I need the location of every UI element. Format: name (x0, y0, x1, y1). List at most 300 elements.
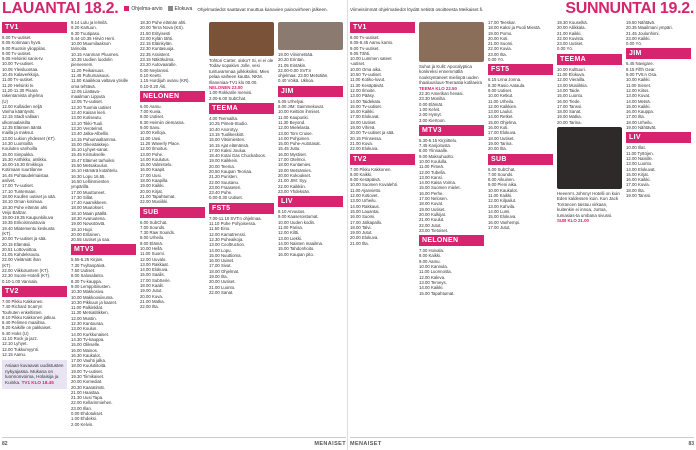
program-line: 13.00 Kansi. (419, 174, 443, 180)
program-line: 15.00 Kaikki. (626, 103, 651, 109)
program-line: 20.00 Kuva. (140, 293, 163, 299)
schedule-column (278, 20, 343, 438)
schedule-column (350, 20, 415, 438)
program-line: 15.00 Olikselle. (71, 342, 101, 348)
program-line: 15.00 Luonto. (557, 93, 584, 99)
program-line: (KT). (2, 262, 12, 268)
program-line: 18.30 Puhe elämän ahti (2, 204, 48, 210)
highlight-text (5, 363, 64, 385)
program-line: 16.00 Vanhempi. (488, 219, 521, 225)
program-line: 0.40 Vöikä. Ukkoa. (278, 78, 315, 84)
program-line: 16.00 Mainos. (71, 347, 98, 353)
program-line: 12.00 Kotiovet. (350, 193, 379, 199)
program-line: 18.00 Kuulutiitoitä. (71, 363, 107, 369)
program-line: 7.45 Kanjoitusta. (419, 143, 452, 149)
channel-header: TV2 (2, 286, 67, 297)
program-line: 19.00 Jutut. (350, 230, 373, 236)
program-line: 13.00 Liekki. (278, 235, 303, 241)
program-line: 11.20 Peikaisuus. (71, 67, 105, 73)
program-line: 10.00 Hellä. (140, 245, 163, 251)
program-line: 19.00 Nähtävät. (626, 125, 657, 131)
program-line: 16.00 Mystiset. (278, 151, 307, 157)
schedule-column (419, 20, 484, 438)
program-line: tarinoita. (71, 46, 88, 52)
program-line: 21.00 Kuva. (350, 140, 373, 146)
caption-time: SUB KLO 21.00 (557, 218, 589, 224)
program-line: 19.00 Uutiset. (419, 206, 446, 212)
program-line: 21.00 Ilta. (350, 240, 369, 246)
page-number: 83 (688, 441, 694, 447)
program-line: 12.00 Kullaiden neljä (2, 103, 42, 109)
program-line: 8.00 Urheilu. (140, 235, 165, 241)
program-line: 9.00 TV5:n Osa. (626, 72, 658, 78)
program-line: 6.15 Lnna Jonna. (488, 77, 522, 83)
program-line: 8.00 Salosalanto. (71, 273, 105, 279)
program-line: 18.00 Kaalit. (140, 283, 164, 289)
program-line: 14.00 Koulutus. (140, 156, 170, 162)
program-line: 14.00 Lumi. (488, 208, 511, 214)
program-line: 8.15 Fifth Gear. (626, 66, 656, 72)
program-line: 18.10 Oman kotimaa. (2, 199, 44, 205)
program-line: 17.00 SubSerie. (140, 277, 171, 283)
channel-header: NELONEN (419, 235, 484, 246)
program-line: 17.40 Aaamikkeen. (71, 200, 108, 206)
program-line: 7.00 Pikku Kakkonen. (350, 166, 392, 172)
channel-header: FST5 (209, 203, 274, 214)
program-line: 12.00 Naisille. (626, 155, 653, 161)
program-line: 20.00 Kokoukset. (278, 172, 312, 178)
program-line: 18.00 Urheilu. (626, 119, 653, 125)
program-line: 20.00 Kulkijat. (419, 211, 446, 217)
program-line: 17.10 Tuntemaan. (2, 188, 37, 194)
program-line: 2.00-6.00 SubChat. (209, 95, 247, 101)
program-line: 10.00 Muumilaakson (71, 41, 111, 47)
program-line: 16.10 Hämärä kotahtelu. (71, 168, 119, 174)
program-line: 13.00 Tom Cruise. (278, 130, 313, 136)
program-line: 19.00 Kaikki. (140, 183, 165, 189)
program-line: 17.00 Elokuva. (488, 130, 517, 136)
program-line: 11.00 Palkinkilat. (71, 305, 104, 311)
program-line: 7.00 Sounds. (140, 224, 166, 230)
program-line: 15.00 Suomen mielet. (419, 185, 461, 191)
highlight-time: TV1 KLO 18.45 (21, 380, 54, 385)
program-line: 0.00-0.30 Uutiset. (209, 195, 243, 201)
program-line: 20.00 Terra Nova (KS). (140, 25, 184, 31)
program-line: 12.00 Kilpailut. (488, 198, 517, 204)
program-line: 11.00 Sienet. (626, 82, 652, 88)
program-line: 16.00 Kauppa. (626, 109, 654, 115)
program-line: 10.00 Koululla. (419, 159, 448, 164)
program-line: 18.00 Uutiset. (488, 135, 515, 141)
program-line: 20.00 Ailikkala. (557, 25, 586, 31)
program-line: 9.14 Lulu ja lelmilä. (71, 20, 108, 25)
program-line: 16.00 Koti. (488, 125, 509, 131)
program-line: 14.00 Elokuvat. (626, 166, 656, 172)
program-line: 3.00 Kiertoon. (419, 117, 446, 123)
program-line: 7.00 Sounds. (488, 171, 514, 177)
program-line: 12.00 Tukkumyynti. (2, 346, 40, 352)
program-line: 9.05 Tähti. (350, 50, 371, 56)
photo-caption (419, 64, 484, 91)
program-line: 2.00 Hymyt. (419, 112, 442, 118)
program-line: 11.50 Eino. (209, 226, 231, 232)
program-line: 13.00 Luonto. (626, 161, 653, 167)
program-line: 22.00 Kellarinmiehen. (71, 400, 113, 406)
program-line: 22.30 Suomi-Hotelli (KT). (2, 273, 51, 279)
program-line: 10.00 Tv-uutiset. (2, 61, 34, 67)
program-line: 1.00 Ehdeksi. (71, 416, 98, 422)
program-photo (419, 22, 484, 62)
highlight-body: Asiaan kuvaavat uudistusten nykyajassa. Mukana on luonnonvoima, Holaisija ja Kuinka. (5, 363, 64, 385)
program-line: 14.15 Puhumaaltamma. (71, 136, 117, 142)
program-line: 23.30 Monilta. (419, 96, 446, 102)
program-line: 15.45 Juttu. (278, 146, 301, 152)
program-line: 11.00 Urheilu. (488, 98, 515, 104)
program-line: 17.00 Muuttuneet. (71, 189, 106, 195)
program-line: 8.00 Kaikki. (419, 253, 442, 259)
program-line: 9.00 Savu. (140, 125, 161, 131)
program-line: 19.50 Nähtävä. (626, 20, 656, 25)
program-line: 15.00 Lauantai. (350, 208, 380, 214)
program-line: 20.00 Tv-uutiset ja sää. (350, 130, 395, 136)
program-line: 20.00 Teema. (209, 163, 235, 169)
program-line: 9.05 Helsinki sanis-tv. (2, 56, 44, 62)
program-line: 23.00 Illan. (71, 405, 93, 411)
program-line: 11.50 Kaaikkoa valtava ytisille (71, 78, 129, 84)
program-line: 9.00 Uutiset. (488, 87, 513, 93)
program-line: 21.00 Haastaa. (71, 389, 101, 395)
program-line: 23.15 Näkökulma. (140, 57, 175, 63)
channel-header: TEEMA (209, 103, 274, 114)
program-line: 22.00 Jutut. (419, 222, 442, 228)
program-line: 20.20 Erintan. (278, 57, 305, 63)
program-line: 15.00 Puhe-Autotasat. (278, 141, 321, 147)
program-line: 17.00 Otelmoi. (278, 157, 306, 163)
program-line: 11.00 Luonnosta. (419, 269, 452, 275)
program-line: 10.50 Tv-uutiset. (350, 72, 382, 78)
program-line: 18.00 Uutiset. (350, 119, 377, 125)
program-line: oma tehtävä. (71, 83, 96, 89)
program-line: 13.20 Verotelmit. (71, 125, 104, 131)
program-line: 19.00 Vihreä. (350, 125, 376, 131)
program-line: 23.00 Fraaseteri. (209, 184, 242, 190)
program-line: 16.00 Tiede. (557, 98, 581, 104)
spine-divider (347, 0, 348, 450)
program-line: 11.00 Kotiko-luvut. (350, 77, 386, 83)
program-line: 18.00 Muutokset. (71, 205, 104, 211)
program-line: 12.00 Kaleva. (419, 274, 446, 280)
schedule-column (71, 20, 136, 438)
program-line: 9.00 Kaaseroistumat. (278, 214, 319, 220)
program-line: 11.10 Rock ja jazz. (2, 336, 38, 342)
program-line: 6.00 Aamu. (140, 103, 162, 109)
program-line: 18.00 Talvi. (350, 224, 372, 230)
program-line: 14.00 Kaikki. (419, 285, 444, 291)
program-line: 0.10-1.00 Vannala. (2, 278, 38, 284)
program-line: 18.00 Ilta. (626, 187, 645, 193)
program-line: 20.00 Elokuva. (350, 235, 379, 241)
program-line: 19.00 Viinimetsää. (278, 52, 314, 57)
program-line: 10.00 Kannula. (419, 264, 448, 270)
program-line: 12.20 Tuomia uutiset (71, 104, 111, 110)
program-line: 18.00 Kuullen uutiset ja sää. (2, 193, 56, 199)
program-line: 10.00 Kelloja. (140, 130, 167, 136)
program-line: 13.00 Kotiseutu. (71, 115, 103, 121)
program-line: 10.35 Uudien luodolin (71, 57, 113, 63)
channel-header: MTV3 (71, 244, 136, 255)
program-line: Touhuten enkeltisten. (2, 309, 43, 315)
right-page (350, 0, 694, 450)
program-line: 16.00 Suomi. (350, 214, 376, 220)
program-line: 15.00 Oikeistakkejo. (71, 141, 110, 147)
program-line: rakentamista ohjelma (2, 93, 43, 99)
program-line: 19.00 Pomo. (488, 30, 513, 36)
program-line: 8.00 Uutiset. (140, 114, 165, 120)
program-line: 19.00 Metsämies. (278, 167, 312, 173)
program-line: 11.00 Ajanvietto. (350, 187, 382, 193)
magazine-name: MENAISET (314, 441, 346, 447)
program-line: 9.00 Lemppitiirusten. (71, 283, 111, 289)
program-line: 19.00 Tv-uutiset. (71, 368, 103, 374)
program-line: 20.15 Prinsessa. (350, 135, 383, 141)
program-line: 15.00 Elokuva. (488, 214, 517, 220)
program-line: 20.55 Uutiset ja saa. (71, 237, 111, 243)
program-line: Kotimaan suurtilanne (2, 167, 43, 173)
program-line: 21.00 Matka. (140, 298, 165, 304)
program-line: 14.00 Rakkaus. (350, 203, 380, 209)
magazine-name: MENAISET (350, 441, 382, 447)
program-line: 15.47 Eläimet tarhoiksi (71, 157, 115, 163)
program-line: 20.00 Ilta. (488, 146, 507, 152)
program-line: 15.00 Valmistelu. (140, 162, 173, 168)
program-line: 16.00-16.30 Ilmikkoja (2, 162, 43, 168)
program-line: 10.15 Aranman Pluumes. (71, 51, 120, 57)
program-line: 9.30 Tuutipasu. (71, 30, 101, 36)
program-line: 22.00 Musiikki. (140, 199, 169, 205)
program-line: 15.00 Tahdonhoito. (278, 246, 315, 252)
left-header (2, 0, 346, 18)
schedule-column (2, 20, 67, 438)
program-line: 21.00 Kuulut. (419, 217, 445, 223)
program-line: 21.00 JIM: Syy. (278, 178, 308, 184)
program-line: 12.05 Tv-uutiset. (71, 99, 103, 105)
program-line: 14.00 Kaisa Voima. (419, 180, 457, 186)
program-line: 18.10 Maan päällä. (71, 210, 108, 216)
program-line: 18.00 Kuntamies. (278, 162, 312, 168)
program-line: 18.30 Avaruutena. (71, 215, 106, 221)
program-line: 17.00 Vauhti jalka. (71, 358, 107, 364)
channel-header: MTV3 (419, 125, 484, 136)
program-line: 12.00 Kiltti. (278, 230, 300, 236)
program-line: 14.00 Taidekatu. (350, 98, 382, 104)
program-line: 8.00 Kaikki. (350, 171, 373, 177)
program-line: 15.00 Saalis. (140, 272, 165, 278)
program-line: 22.00-0.00 SVT:n (278, 67, 312, 73)
program-line: 21.20 Puristen. (209, 174, 238, 180)
program-line: 10.05 Yleisluontaa. (2, 66, 39, 72)
program-line: asilvet. (2, 178, 16, 184)
caption-text: Suhut ja Kulit: Apocalyptica konkreksi ennemmällä nouksyntaneet mielinpä uuden Ihaaluusluus-Teeraatia kotilaeira (419, 64, 482, 86)
schedule-column (626, 20, 691, 438)
program-line: 21.05 Eintäkin. (278, 62, 307, 68)
program-line: 17.30 Sillat. (71, 194, 94, 200)
program-line: ohjelmaa: 23.00 Metsälän. (278, 73, 329, 79)
program-line: 11.45 Puhumaisuus. (71, 72, 110, 78)
program-line: 18.00 Kaapilla. (140, 178, 169, 184)
program-line: 12.00 Uuvalo. (140, 256, 167, 262)
photo-caption (209, 58, 274, 90)
program-line: 18.00 Kaksi ja Puoli Miestä. (488, 25, 541, 31)
program-line: 13.00 Cooltruction. (209, 242, 246, 248)
program-line: 0.10-0.20 Äiti. (140, 83, 167, 89)
schedule-column (209, 20, 274, 438)
program-line: 22.15 Eläinkylän. (140, 41, 173, 47)
program-line: 14.00 Retket. (488, 114, 514, 120)
program-line: 15.00 Nuuttioma. (209, 252, 242, 258)
program-line: 10.45 Kalaverkkoja. (2, 72, 40, 78)
program-line: 19.35 Erikoismaistuvia (2, 220, 45, 226)
program-line: 23.00 Tietoiset. (419, 227, 449, 233)
program-line: 19.40 Mlatementu keskusta (2, 225, 55, 231)
program-line: 20.35 Maailmani ympäri. (626, 25, 673, 31)
program-line: 22.00 Suusanu. (209, 179, 240, 185)
program-line: -uutiset. (350, 61, 366, 67)
caption-time: NELONEN 23.00 (209, 85, 243, 91)
channel-header: JIM (278, 86, 343, 97)
channel-header: TEEMA (557, 54, 622, 65)
program-line: 8.10 Arvuutus. (278, 209, 306, 215)
program-line: 14.00 Naisten maailma. (278, 240, 324, 246)
program-line: 23.00 Kaikki. (626, 35, 651, 41)
program-line: ulkomaalaisilta (2, 119, 31, 125)
left-footer (2, 437, 346, 450)
program-line: 14.00 Kurkkunaiset. (71, 331, 109, 337)
program-line: 7.00 Kuvia. (140, 109, 162, 115)
program-line: 1.00 Kelvit. (419, 106, 441, 112)
program-line: (U) (2, 98, 8, 104)
day-note: Viimeisimmät ohjelmatiedot löydät netistä osoitteesta Meikaiset.fi. (350, 6, 484, 12)
program-line: 17.00 Sivut. (209, 263, 232, 269)
program-line: 12.30 Puheaikoja. (209, 236, 244, 242)
program-line: 21.00 Tapahtumat. (140, 193, 176, 199)
caption-time: TEEMA KLO 22.50 (419, 85, 457, 91)
program-line: 22.00 Kaikkiin. (278, 183, 306, 189)
program-line: 2.00 Kelvin. (71, 421, 94, 427)
channel-header: TV2 (350, 154, 415, 165)
program-line: 22.00 Viikkotuntem (KT). (2, 268, 50, 274)
program-line: 6.05 Urhelyai. (278, 98, 305, 104)
program-line: 19.10 Hupi. (71, 226, 93, 232)
program-line: 9.00 Maksuhuolto. (419, 153, 455, 159)
program-line: 13.00 Pääsy. (350, 93, 375, 99)
program-line: 19.00 Nowotöivtä. (71, 221, 106, 227)
program-line: 15.00 Kirjat. (626, 171, 649, 177)
program-line: 20.00 Tv-uutiset ja sää. (2, 236, 47, 242)
program-line: 0.00 Yö. (557, 46, 573, 52)
schedule-column (557, 20, 622, 438)
program-line: 7.00 Pikku Kakkonen. (2, 298, 44, 304)
program-line: 13.00 Rakkaat. (140, 261, 169, 267)
program-line: 19.00 Tarina. (488, 140, 513, 146)
program-line: 4.00 Teemailta. (209, 116, 239, 122)
caption-text: Tohtori Carter, oisko? Si, ei ei ole Todav sopakivn Jolle, vesi tuntuvammaa julkkiksiksi. Mies pelaa vaiheen kautta. NKM. Illaneniaa-TV1 klo 00.00. (209, 58, 274, 85)
channel-header: SUB (140, 207, 205, 218)
program-line: 7.40 Richard Scarryn (2, 304, 43, 310)
program-line: 11.00 Tyttöjen. (626, 150, 654, 156)
program-line: 9.20 Kartuun. (71, 25, 97, 31)
day-title-sunday: SUNNUNTAI 19.2. (565, 0, 694, 17)
right-footer (350, 437, 694, 450)
program-line: 7.30 Tvyltaspäivä. (71, 262, 106, 268)
program-line: 22.00 Kuvia. (488, 46, 512, 52)
program-line: 15.10 Lyhyet-sanat. (71, 147, 109, 153)
program-photo (557, 127, 622, 189)
program-line: 14.00 Elokuva. (140, 267, 169, 273)
program-line: 21.00 Luonto. (209, 284, 236, 290)
program-line: 8.00 JIM: Saimmekuvat. (278, 104, 325, 110)
program-line: 22.00 Elokuva. (350, 146, 379, 152)
program-line: 13.10 Tikki-Tuuli. (71, 120, 104, 126)
right-columns (350, 20, 694, 438)
program-line: 17.00 Kuvia. (626, 182, 650, 188)
program-line: 6.00 SubChat. (140, 219, 168, 225)
program-line: 22.00 Kylän tähti. (140, 35, 174, 41)
program-line: 21.00 Kaikki. (557, 30, 582, 36)
program-line: 9.00 Kesäpäivä. (350, 177, 381, 183)
program-line: 9.00 Tv-uutiset. (350, 45, 380, 51)
program-line: 12.15 Aamu. (2, 351, 27, 357)
program-line: 13.00 Urheilu. (350, 198, 377, 204)
program-line: 14.00 Metsä. (626, 98, 651, 104)
program-line: 15.00 Simpukka. (2, 151, 35, 157)
day-title-saturday: LAUANTAI 18.2. (2, 0, 119, 17)
program-line: 17.00 Elokuvat. (350, 114, 380, 120)
program-line: 16.00 Kaupan pito. (278, 251, 315, 257)
program-line: 1.15 Hurdijuh ovanu (KR). (140, 78, 190, 84)
program-line: 8.30 Rasio Aataula. (488, 82, 526, 88)
program-line: 18.00 Ohjelmat. (209, 268, 240, 274)
program-line: 5.55-6.25 Kirjain. (71, 257, 104, 263)
program-line: 14.00 Taide. (557, 87, 581, 93)
program-line: 13.00 Lukion yhdesset (KT). (2, 135, 56, 141)
program-line: 15.00 Tv-uutiset. (350, 103, 382, 109)
program-line: 19.00 Kaikkein. (209, 158, 239, 164)
program-line: 9.00 Elämä. (140, 240, 163, 246)
program-line: 15.30 Anthikku, antikku. (2, 156, 48, 162)
right-header (350, 0, 694, 18)
program-line: mailla ja maksut. (2, 130, 34, 136)
program-line: ympärillä. (71, 184, 90, 190)
program-line: 5.30-6.15 Kirjoittelu. (419, 137, 458, 143)
channel-header: TV1 (350, 22, 415, 33)
program-line: 23.00 Yhdeksän. (278, 188, 311, 194)
channel-header: SUB (488, 154, 553, 165)
program-line: 16.15 Ajat elämänsä. (209, 142, 250, 148)
program-line: 12.35 Eläinten ääntä (2, 125, 42, 131)
photo-caption (557, 191, 622, 223)
program-line: 10.00 Illat. (626, 145, 646, 151)
program-line: 19.00-19.35 Kaupunkikuva (2, 215, 54, 221)
program-line: 13.00 Koulun. (71, 326, 98, 332)
program-line: 8.00 Ylinnaalle. (419, 148, 449, 154)
program-line: 22.30 Amerikan hevasi. (419, 91, 464, 97)
program-line: 11.00 Pimeä. (419, 164, 445, 170)
program-line: 16.30 Lopu 16.55. (71, 173, 106, 179)
program-line: 16.00 Uuiset. (209, 258, 235, 264)
program-line: 13.00 Kuvat. (626, 93, 651, 99)
program-line: 9.20 Kaikille on pakkaiset. (2, 325, 52, 331)
program-line: 19.00 Ilta. (209, 274, 228, 280)
